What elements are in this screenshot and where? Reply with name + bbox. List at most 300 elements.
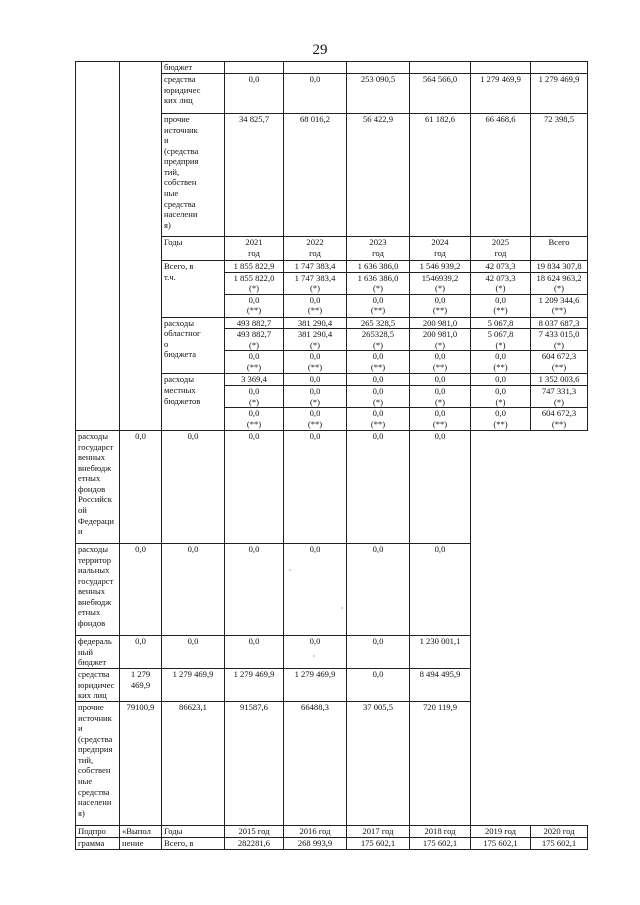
cell-line: (средства: [78, 733, 113, 744]
cell-line: территор: [78, 554, 111, 565]
value-cell: [347, 408, 410, 431]
cell-line: фондов: [78, 483, 106, 494]
cell-line: (**): [246, 418, 262, 429]
value-cell: [162, 669, 225, 702]
subprogram-title: [120, 826, 162, 838]
cell-line: (средства: [164, 145, 199, 156]
cell-line: бюджетов: [164, 395, 201, 406]
row-label: [76, 669, 120, 702]
cell-line: «Выпол: [122, 826, 151, 837]
value-cell: [471, 374, 531, 386]
cell-line: 0,0: [372, 636, 384, 647]
cell-line: (**): [307, 361, 323, 372]
cell-line: 381 290,4: [297, 317, 333, 328]
cell-line: 381 290,4: [297, 329, 333, 340]
financing-table: [75, 61, 588, 850]
value-cell: [471, 329, 531, 351]
cell-line: 0,0: [248, 294, 260, 305]
cell-line: (**): [370, 418, 386, 429]
value-cell: [347, 702, 410, 826]
cell-line: средства: [78, 669, 110, 680]
cell-line: местных: [164, 384, 196, 395]
cell-line: средства: [164, 198, 196, 209]
value-cell: [284, 114, 347, 237]
cell-line: тий,: [78, 754, 94, 765]
value-cell: [225, 317, 284, 329]
cell-line: венных: [78, 586, 106, 597]
value-cell: [471, 838, 531, 850]
cell-line: 493 882,7: [236, 317, 272, 328]
cell-line: (*): [553, 283, 565, 294]
cell-line: (**): [307, 418, 323, 429]
value-cell: [225, 408, 284, 431]
cell-line: 37 005,5: [362, 702, 394, 713]
cell-line: етных: [78, 473, 101, 484]
cell-line: областног: [164, 328, 201, 339]
cell-line: населени: [78, 797, 112, 808]
value-cell: [531, 317, 588, 329]
value-cell: [410, 431, 471, 544]
value-cell: [531, 385, 588, 407]
cell-line: 0,0: [372, 669, 384, 680]
row-label: [162, 838, 225, 850]
value-cell: [284, 702, 347, 826]
value-cell: [225, 351, 284, 374]
value-cell: [410, 272, 471, 294]
value-cell: [347, 74, 410, 114]
value-cell: [347, 329, 410, 351]
value-cell: [531, 294, 588, 317]
cell-line: собствен: [78, 765, 111, 776]
value-cell: [284, 838, 347, 850]
value-cell: [284, 329, 347, 351]
value-cell: [225, 114, 284, 237]
year-cell: [225, 237, 284, 261]
cell-line: юридичес: [78, 679, 115, 690]
cell-line: 72 398,5: [543, 114, 575, 124]
cell-line: 2024: [431, 237, 449, 247]
cell-line: етных: [78, 607, 101, 618]
cell-line: иальных: [78, 565, 110, 576]
cell-line: 1 279 469,9: [233, 669, 275, 680]
value-cell: [120, 702, 162, 826]
value-cell: [284, 431, 347, 544]
cell-line: фондов: [78, 618, 106, 628]
value-cell: [284, 408, 347, 431]
cell-line: (**): [493, 418, 508, 429]
value-cell: [347, 374, 410, 386]
cell-line: 747 331,3: [541, 385, 577, 396]
value-cell: [531, 74, 588, 114]
left-blank-col1: [76, 62, 120, 431]
cell-line: год: [372, 247, 384, 258]
value-cell: [347, 261, 410, 273]
cell-line: 0,0: [309, 408, 321, 419]
value-cell: [162, 544, 225, 636]
value-cell: [471, 272, 531, 294]
cell-line: 265 328,5: [360, 317, 396, 328]
value-cell: [410, 294, 471, 317]
value-cell: [410, 329, 471, 351]
cell-line: 0,0: [372, 544, 384, 555]
value-cell: [410, 261, 471, 273]
value-cell: [347, 317, 410, 329]
cell-line: (*): [248, 396, 260, 407]
empty-cell: [347, 62, 410, 74]
cell-line: 18 624 963,2: [536, 272, 582, 283]
cell-line: год: [309, 247, 321, 258]
cell-line: 1546939,2: [421, 272, 459, 283]
cell-line: тий,: [164, 166, 180, 177]
cell-line: я): [78, 807, 85, 818]
cell-line: расходы: [78, 431, 108, 442]
cell-line: Всего, в: [164, 838, 194, 849]
left-blank-col2: [120, 62, 162, 431]
cell-line: 19 834 307,8: [536, 261, 582, 271]
cell-line: юридичес: [164, 84, 201, 95]
cell-line: 0,0: [372, 431, 384, 442]
cell-line: (*): [309, 283, 321, 294]
cell-line: 2020 год: [543, 826, 575, 837]
cell-line: источник: [164, 124, 198, 135]
cell-line: 0,0: [135, 431, 146, 442]
value-cell: [284, 374, 347, 386]
cell-line: 2019 год: [484, 826, 517, 837]
value-cell: [531, 261, 588, 273]
cell-line: 0,0: [372, 351, 384, 362]
subprogram-label: [76, 838, 120, 850]
row-label: [76, 636, 120, 669]
cell-line: 0,0: [372, 385, 384, 396]
cell-line: год: [494, 247, 507, 258]
value-cell: [410, 114, 471, 237]
value-cell: [347, 431, 410, 544]
cell-line: (**): [432, 418, 448, 429]
cell-line: (**): [307, 305, 323, 316]
row-label: [162, 114, 225, 237]
value-cell: [225, 74, 284, 114]
row-label: [162, 374, 225, 431]
cell-line: 66 468,6: [485, 114, 516, 124]
cell-line: 1 279 469,9: [294, 669, 336, 680]
cell-line: 0,0: [495, 294, 506, 305]
cell-line: (**): [551, 361, 567, 372]
cell-line: предприя: [78, 744, 113, 755]
cell-line: 2017 год: [362, 826, 394, 837]
cell-line: внебюдж: [78, 596, 112, 607]
cell-line: 0,0: [135, 636, 146, 647]
value-cell: [347, 838, 410, 850]
value-cell: [284, 317, 347, 329]
value-cell: [410, 702, 471, 826]
value-cell: [225, 272, 284, 294]
cell-line: ких лиц: [78, 690, 107, 701]
cell-line: 1 636 386,0: [357, 261, 399, 271]
cell-line: 0,0: [248, 74, 260, 84]
cell-line: 91587,6: [240, 702, 268, 713]
value-cell: [471, 74, 531, 114]
row-label: [162, 237, 225, 261]
cell-line: нение: [122, 838, 144, 849]
scan-specks: [270, 560, 360, 680]
year-cell: [347, 826, 410, 838]
value-cell: [225, 374, 284, 386]
cell-line: о: [164, 338, 169, 349]
cell-line: 0,0: [434, 408, 446, 419]
cell-line: 0,0: [309, 544, 321, 555]
value-cell: [225, 294, 284, 317]
cell-line: (*): [372, 339, 384, 350]
cell-line: Федераци: [78, 515, 114, 526]
cell-line: венных: [78, 452, 106, 463]
row-label: [162, 261, 225, 318]
year-cell: [225, 826, 284, 838]
cell-line: 5 067,8: [487, 317, 514, 328]
cell-line: 0,0: [495, 351, 506, 362]
value-cell: [410, 351, 471, 374]
value-cell: [284, 351, 347, 374]
value-cell: [284, 74, 347, 114]
value-cell: [410, 838, 471, 850]
cell-line: (**): [551, 418, 567, 429]
cell-line: 1 279 469,9: [538, 74, 580, 84]
cell-line: (**): [493, 305, 508, 316]
row-label: [76, 702, 120, 826]
value-cell: [225, 329, 284, 351]
cell-line: (*): [495, 283, 506, 294]
cell-line: 0,0: [309, 385, 321, 396]
cell-line: 0,0: [495, 374, 506, 385]
cell-line: 42 073,3: [485, 261, 516, 271]
cell-line: 1 279 469,9: [480, 74, 521, 84]
value-cell: [284, 261, 347, 273]
cell-line: средства: [78, 786, 110, 797]
year-cell: [284, 237, 347, 261]
cell-line: расходы: [164, 374, 194, 385]
cell-line: (**): [551, 305, 567, 316]
value-cell: [471, 385, 531, 407]
value-cell: [225, 385, 284, 407]
cell-line: 7 433 015,0: [538, 329, 580, 340]
cell-line: я): [164, 219, 171, 230]
cell-line: 0,0: [309, 374, 321, 385]
cell-line: собствен: [164, 177, 197, 188]
cell-line: 1 352 003,6: [538, 374, 580, 385]
cell-line: (*): [434, 339, 446, 350]
cell-line: (*): [434, 283, 446, 294]
year-cell: [531, 826, 588, 838]
cell-line: (**): [493, 361, 508, 372]
cell-line: 1 747 383,4: [294, 261, 336, 271]
value-cell: [410, 669, 471, 702]
value-cell: [471, 408, 531, 431]
cell-line: предприя: [164, 156, 199, 167]
value-cell: [225, 261, 284, 273]
value-cell: [410, 408, 471, 431]
cell-line: 175 602,1: [483, 838, 518, 849]
cell-line: прочие: [78, 702, 104, 713]
cell-line: грамма: [78, 838, 105, 849]
row-budget: [76, 62, 588, 74]
cell-line: государст: [78, 441, 114, 452]
cell-line: 0,0: [248, 431, 260, 442]
cell-line: бюджета: [164, 349, 197, 360]
value-cell: [410, 74, 471, 114]
cell-line: федераль: [78, 636, 112, 647]
subprogram-title: [120, 838, 162, 850]
cell-line: 0,0: [187, 431, 199, 442]
cell-line: год: [434, 247, 446, 258]
cell-line: 0,0: [309, 74, 321, 84]
cell-line: 68 016,2: [299, 114, 331, 124]
value-cell: [471, 114, 531, 237]
value-cell: [531, 114, 588, 237]
cell-line: 0,0: [434, 544, 446, 555]
value-cell: [347, 385, 410, 407]
cell-line: ой: [78, 505, 87, 515]
value-cell: [410, 385, 471, 407]
cell-line: (*): [434, 396, 446, 407]
value-cell: [410, 636, 471, 669]
cell-line: 8 494 495,9: [419, 669, 461, 680]
value-cell: [410, 317, 471, 329]
cell-line: 0,0: [434, 431, 446, 442]
value-cell: [162, 702, 225, 826]
year-cell: [471, 237, 531, 261]
cell-line: и: [78, 723, 83, 734]
cell-line: (*): [309, 396, 321, 407]
value-cell: [120, 544, 162, 636]
cell-line: 0,0: [248, 351, 260, 362]
value-cell: [531, 838, 588, 850]
cell-line: 2015 год: [238, 826, 270, 837]
value-cell: [347, 294, 410, 317]
cell-line: 2022: [306, 237, 324, 247]
cell-line: расходы: [164, 317, 194, 328]
cell-line: Всего: [548, 237, 570, 247]
cell-line: (**): [370, 305, 386, 316]
value-cell: [162, 431, 225, 544]
cell-line: 3 369,4: [241, 374, 267, 385]
cell-line: 253 090,5: [360, 74, 396, 84]
row-label: [76, 431, 120, 544]
cell-line: 2025: [491, 237, 510, 247]
cell-line: расходы: [78, 544, 108, 555]
empty-cell: [471, 62, 531, 74]
cell-line: 0,0: [248, 385, 260, 396]
row-state-extrabudget-funds: [76, 431, 588, 544]
year-cell: [410, 237, 471, 261]
cell-line: 282281,6: [237, 838, 271, 849]
cell-line: бюджет: [164, 62, 193, 72]
cell-line: 34 825,7: [238, 114, 270, 124]
value-cell: [410, 544, 471, 636]
cell-line: ких лиц: [164, 95, 193, 106]
value-cell: [410, 374, 471, 386]
year-cell: [347, 237, 410, 261]
cell-line: 0,0: [248, 544, 260, 555]
cell-line: (*): [372, 396, 384, 407]
empty-cell: [410, 62, 471, 74]
cell-line: средства: [164, 74, 196, 84]
cell-line: 2021: [245, 237, 263, 247]
cell-line: 0,0: [434, 294, 446, 305]
value-cell: [284, 272, 347, 294]
cell-line: 66488,3: [301, 702, 329, 713]
row-label: [162, 74, 225, 114]
value-cell: [225, 702, 284, 826]
cell-line: 0,0: [434, 374, 446, 385]
cell-line: 268 993,9: [297, 838, 333, 849]
row-years-header-2: [76, 826, 588, 838]
row-subprogram-total: [76, 838, 588, 850]
cell-line: 1 279 469,9: [130, 669, 151, 690]
cell-line: (*): [309, 339, 321, 350]
cell-line: Годы: [164, 826, 183, 837]
cell-line: ный: [78, 646, 93, 657]
value-cell: [347, 114, 410, 237]
year-cell: [410, 826, 471, 838]
cell-line: 5 067,8: [487, 329, 514, 340]
cell-line: ные: [164, 187, 179, 198]
cell-line: Всего, в: [164, 261, 194, 271]
value-cell: [120, 669, 162, 702]
cell-line: 493 882,7: [236, 329, 272, 340]
value-cell: [471, 261, 531, 273]
cell-line: населени: [164, 209, 198, 220]
cell-line: 265328,5: [361, 329, 395, 340]
cell-line: 2018 год: [424, 826, 456, 837]
cell-line: и: [164, 135, 169, 146]
value-cell: [284, 294, 347, 317]
cell-line: 56 422,9: [362, 114, 394, 124]
cell-line: 175 602,1: [360, 838, 396, 849]
value-cell: [531, 374, 588, 386]
cell-line: 200 981,0: [422, 329, 458, 340]
cell-line: 0,0: [434, 351, 446, 362]
cell-line: 0,0: [187, 636, 199, 647]
value-cell: [225, 431, 284, 544]
cell-line: 1 855 822,9: [233, 261, 275, 271]
value-cell: [471, 317, 531, 329]
cell-line: 1 747 383,4: [294, 272, 336, 283]
cell-line: 0,0: [309, 431, 321, 442]
cell-line: 200 981,0: [422, 317, 458, 328]
cell-line: 564 566,0: [422, 74, 458, 84]
year-cell: [284, 826, 347, 838]
subprogram-label: [76, 826, 120, 838]
row-label: [76, 544, 120, 636]
cell-line: (*): [248, 339, 260, 350]
cell-line: Годы: [164, 237, 183, 247]
cell-line: 175 602,1: [422, 838, 458, 849]
cell-line: Подпро: [78, 826, 106, 837]
cell-line: 8 037 687,3: [538, 317, 580, 328]
cell-line: 175 602,1: [541, 838, 577, 849]
year-cell: [471, 826, 531, 838]
cell-line: (*): [372, 283, 384, 294]
cell-line: год: [248, 247, 260, 258]
cell-line: Российск: [78, 494, 112, 505]
cell-line: 1 855 822,0: [233, 272, 275, 283]
cell-line: 0,0: [434, 385, 446, 396]
value-cell: [531, 351, 588, 374]
cell-line: (*): [553, 339, 565, 350]
cell-line: 1 546 939,2: [419, 261, 461, 271]
cell-line: 604 672,3: [541, 351, 577, 362]
total-header-cell: [531, 237, 588, 261]
cell-line: 0,0: [309, 636, 321, 647]
